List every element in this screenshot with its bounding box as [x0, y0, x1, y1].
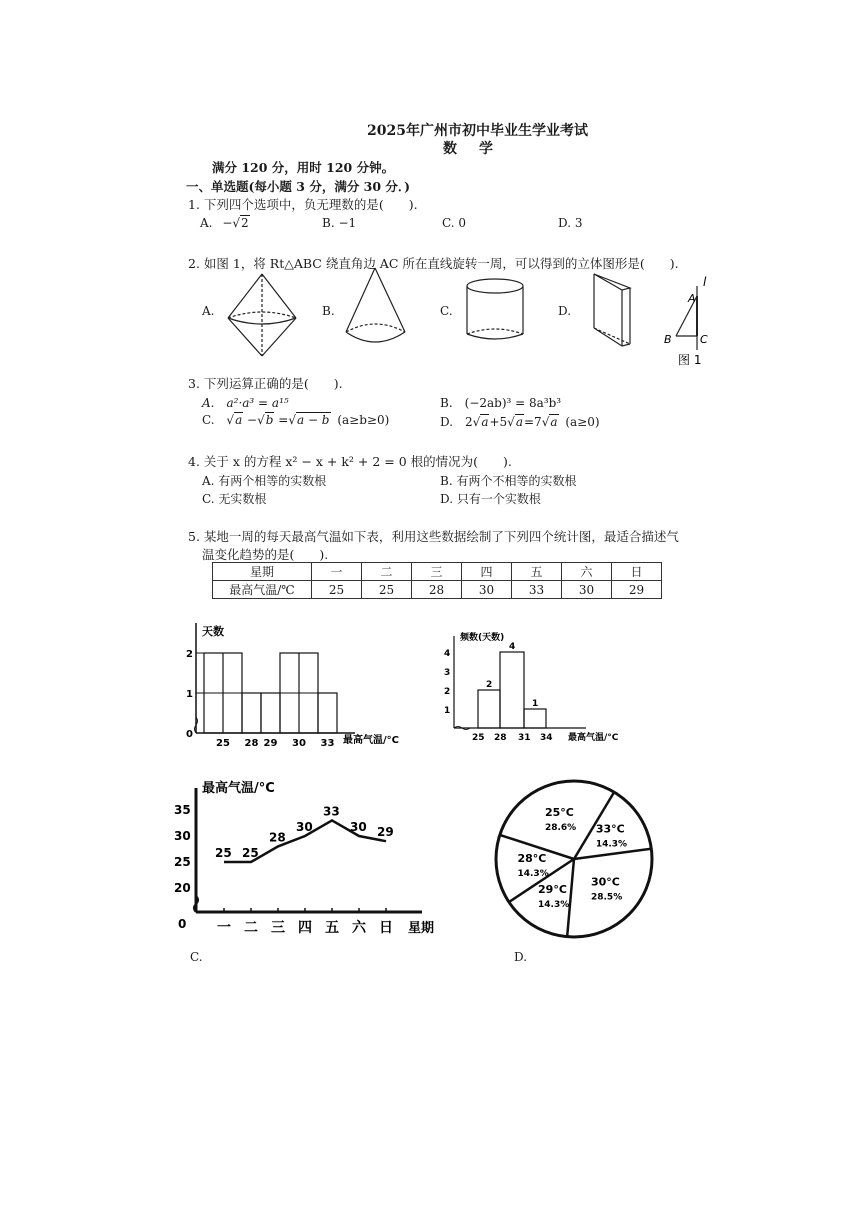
- x-axis-label: 星期: [408, 921, 435, 936]
- y-tick-label: 20: [174, 881, 191, 895]
- exam-title: 2025年广州市初中毕业生学业考试: [367, 123, 588, 139]
- vertex-a-label: A: [688, 292, 696, 305]
- data-label: 28: [269, 830, 286, 845]
- x-tick-label: 28: [494, 733, 507, 743]
- q3-d-label: D. 2: [440, 415, 473, 429]
- x-tick-label: 五: [325, 920, 339, 936]
- q3-d-radicand-3: a: [550, 415, 558, 429]
- vertex-b-label: B: [664, 333, 672, 346]
- data-label: 29: [377, 825, 394, 840]
- data-label: 2: [486, 680, 493, 690]
- q3-d-condition: (a≥0): [565, 415, 600, 429]
- chart-a: [180, 615, 420, 750]
- q1-a-sign: −: [222, 216, 233, 230]
- chart-c-plot: [174, 780, 434, 936]
- bar: [261, 693, 280, 733]
- histogram-bar: [500, 652, 524, 728]
- x-tick-label: 25: [472, 733, 485, 743]
- vertex-c-label: C: [700, 333, 708, 346]
- q4-stem: 4. 关于 x 的方程 x² − x + k² + 2 = 0 根的情况为( ).: [188, 454, 512, 469]
- temperature-table: [212, 562, 662, 599]
- x-tick-label: 六: [352, 920, 366, 936]
- data-label: 4: [509, 642, 516, 652]
- y-tick-label: 2: [186, 649, 193, 660]
- table-cell: 25: [312, 581, 362, 599]
- q3-c-label: C.: [202, 413, 215, 427]
- table-cell: 28: [412, 581, 462, 599]
- y-tick-label: 0: [178, 917, 187, 931]
- q2-option-c-label: C.: [440, 304, 453, 318]
- x-axis-label: 最高气温/°C: [343, 735, 399, 746]
- chart-c: [172, 770, 452, 945]
- q5-stem-line1: 5. 某地一周的每天最高气温如下表，利用这些数据绘制了下列四个统计图，最适合描述气: [188, 529, 679, 544]
- y-axis-label: 频数(天数): [460, 633, 505, 643]
- q2-option-b-label: B.: [322, 304, 335, 318]
- y-tick-label: 1: [444, 706, 451, 716]
- x-tick-label: 三: [271, 920, 285, 936]
- table-cell: 30: [562, 581, 612, 599]
- q4-option-d: D. 只有一个实数根: [440, 492, 541, 506]
- q3-d-eq: =7: [523, 415, 542, 429]
- table-cell: 33: [512, 581, 562, 599]
- axis-l-label: l: [703, 275, 707, 289]
- q3-d-radicand-2: a: [515, 415, 523, 429]
- q3-option-a: A. a²·a³ = a¹⁵: [202, 396, 289, 410]
- q2-option-a-label: A.: [202, 304, 215, 318]
- q3-c-radicand-1: a: [235, 413, 243, 427]
- q1-option-b: B. −1: [322, 216, 357, 230]
- cylinder-icon: [467, 279, 523, 339]
- table-cell: 四: [462, 563, 512, 581]
- pie-slice-label: 33°C: [595, 822, 625, 836]
- table-row: [213, 581, 662, 599]
- subject-title: 数 学: [443, 141, 497, 157]
- q4-option-a: A. 有两个相等的实数根: [202, 474, 327, 488]
- table-cell: 日: [612, 563, 662, 581]
- table-cell: 30: [462, 581, 512, 599]
- y-axis-label: 天数: [202, 625, 224, 638]
- chart-d-plot: [496, 781, 652, 937]
- x-tick-label: 四: [298, 920, 312, 936]
- y-tick-label: 3: [444, 668, 451, 678]
- x-tick-label: 29: [263, 738, 278, 749]
- x-tick-label: 33: [320, 738, 335, 749]
- chart-c-option-label: C.: [190, 950, 203, 964]
- double-cone-icon: [228, 274, 296, 356]
- chart-b: [436, 632, 636, 747]
- pie-slice-label: 28°C: [517, 851, 547, 865]
- y-tick-label: 25: [174, 855, 191, 869]
- q1-option-d: D. 3: [558, 216, 583, 230]
- y-tick-label: 35: [174, 803, 191, 817]
- pie-slice-percent: 28.6%: [544, 822, 577, 833]
- pie-slice-label: 25°C: [544, 805, 574, 819]
- q2-stem: 2. 如图 1，将 Rt△ABC 绕直角边 AC 所在直线旋转一周，可以得到的立体图形是( ).: [188, 256, 679, 271]
- q1-option-c: C. 0: [442, 216, 467, 230]
- q2-option-d-label: D.: [558, 304, 572, 318]
- pie-slice-percent: 14.3%: [538, 899, 570, 910]
- table-cell: 六: [562, 563, 612, 581]
- q3-d-mid: +5: [489, 415, 508, 429]
- table-cell: 五: [512, 563, 562, 581]
- sqrt-icon: √: [232, 216, 241, 230]
- x-tick-label: 34: [540, 733, 553, 743]
- q3-c-radicand-3: a − b: [296, 413, 330, 427]
- bar: [242, 693, 261, 733]
- q2-figures: [0, 0, 860, 380]
- x-tick-label: 28: [244, 738, 259, 749]
- data-label: 25: [215, 846, 232, 860]
- x-tick-label: 日: [379, 920, 393, 936]
- exam-info: 满分 120 分，用时 120 分钟。: [212, 160, 395, 175]
- q3-c-condition: (a≥b≥0): [337, 413, 390, 427]
- q3-option-d: D. 2√a+5√a=7√a (a≥0): [440, 415, 600, 429]
- y-tick-label: 0: [186, 729, 193, 740]
- section-heading: 一、单选题(每小题 3 分，满分 30 分．): [186, 179, 411, 194]
- data-label: 30: [350, 820, 367, 834]
- y-tick-label: 4: [444, 649, 451, 659]
- cone-icon: [346, 268, 405, 342]
- histogram-bar: [478, 690, 500, 728]
- q4-option-b: B. 有两个不相等的实数根: [440, 474, 577, 488]
- pie-slice-percent: 28.5%: [590, 892, 623, 903]
- figure-caption: 图 1: [678, 353, 702, 367]
- pie-slice-label: 30°C: [590, 875, 620, 889]
- q3-stem: 3. 下列运算正确的是( ).: [188, 376, 343, 391]
- q4-option-c: C. 无实数根: [202, 492, 267, 506]
- pie-slice-edge: [567, 859, 574, 937]
- table-cell: 29: [612, 581, 662, 599]
- table-row: [213, 563, 662, 581]
- q3-c-radicand-2: b: [265, 413, 274, 427]
- q1-a-radicand: 2: [241, 216, 249, 230]
- pie-slice-edge: [574, 849, 651, 859]
- x-tick-label: 30: [292, 738, 306, 749]
- q3-d-radicand-1: a: [481, 415, 489, 429]
- chart-d-option-label: D.: [514, 950, 528, 964]
- data-label: 30: [296, 820, 313, 834]
- chart-d: [490, 775, 660, 945]
- histogram-bar: [524, 709, 546, 728]
- table-cell: 二: [362, 563, 412, 581]
- chart-b-plot: [444, 632, 619, 743]
- x-tick-label: 31: [518, 733, 531, 743]
- prism-icon: [594, 274, 630, 346]
- data-label: 25: [242, 846, 259, 860]
- table-cell: 星期: [213, 563, 312, 581]
- q5-stem-line2: 温变化趋势的是( ).: [202, 547, 329, 562]
- q3-option-c: C. √a −√b =√a − b (a≥b≥0): [202, 413, 390, 427]
- q1-a-label: A.: [200, 216, 213, 230]
- table-cell: 25: [362, 581, 412, 599]
- y-tick-label: 1: [186, 689, 193, 700]
- data-label: 1: [532, 699, 539, 709]
- y-tick-label: 2: [444, 687, 451, 697]
- table-cell: 最高气温/℃: [213, 581, 312, 599]
- x-tick-label: 二: [244, 920, 258, 936]
- chart-a-plot: [186, 623, 399, 749]
- x-axis-label: 最高气温/°C: [568, 733, 619, 743]
- table-cell: 三: [412, 563, 462, 581]
- table-cell: 一: [312, 563, 362, 581]
- bar: [318, 693, 337, 733]
- x-tick-label: 一: [217, 920, 231, 936]
- data-label: 33: [323, 804, 340, 819]
- q1-stem: 1. 下列四个选项中，负无理数的是( ).: [188, 197, 418, 212]
- pie-slice-percent: 14.3%: [517, 868, 549, 879]
- pie-slice-label: 29°C: [538, 882, 567, 896]
- y-axis-label: 最高气温/°C: [202, 781, 275, 796]
- y-tick-label: 30: [174, 829, 191, 843]
- x-tick-label: 25: [216, 738, 230, 749]
- pie-slice-percent: 14.3%: [595, 839, 628, 850]
- q3-option-b: B. (−2ab)³ = 8a³b³: [440, 396, 562, 410]
